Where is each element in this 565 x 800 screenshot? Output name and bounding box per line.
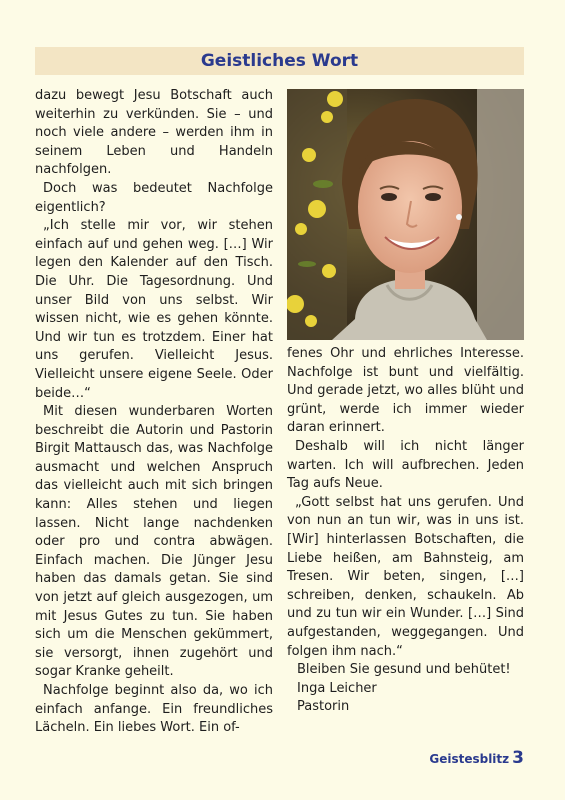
signature-role: Pastorin — [297, 699, 350, 715]
author-portrait-photo — [287, 89, 524, 340]
signature-name: Inga Leicher — [297, 680, 377, 696]
page-footer — [429, 748, 524, 768]
article-column-right — [287, 345, 524, 717]
paragraph: Deshalb will ich nicht länger warten. Ich will aufbrechen. Jeden Tag aufs Neue. — [287, 438, 524, 492]
paragraph: „Ich stelle mir vor, wir stehen einfach auf und gehen weg. […] Wir legen den Kalender auf den Tisch. Die Uhr. Die Tagesordnung. Und unser Bild von uns selbst. Wir wissen nicht, wie es gehen könnte. Und wir tun es trotzdem. Einer hat uns gerufen. Vielleicht Jesus. Vielleicht unsere eigene Seele. Oder beide…“ — [35, 218, 273, 401]
section-title: Geistliches Wort — [200, 51, 359, 71]
section-header — [35, 47, 524, 75]
signature-greeting: Bleiben Sie gesund und behütet! — [297, 662, 511, 678]
page-number: 3 — [512, 748, 524, 768]
paragraph: „Gott selbst hat uns gerufen. Und von nun an tun wir, was in uns ist. [Wir] hinterlassen Botschaften, die Liebe heißen, am Bahnsteig, am Tresen. Wir beten, singen, […] schreiben, denken, schaukeln. Ab und zu tun wir ein Wunder. […] Sind aufgestanden, weggegangen. Und folgen ihm nach.“ — [287, 494, 524, 659]
article-column-left — [35, 87, 273, 738]
paragraph: dazu bewegt Jesu Botschaft auch weiterhin zu verkünden. Sie – und noch viele andere – werden ihm in seinem Leben und Handeln nachfolgen. — [35, 88, 273, 178]
paragraph: Mit diesen wunderbaren Worten beschreibt die Autorin und Pastorin Birgit Mattausch das, was Nachfolge ausmacht und welchen Anspruch das vielleicht auch mit sich bringen kann: Alles stehen und liegen lassen. Nicht lange nachdenken oder pro und contra abwägen. Einfach machen. Die Jünger Jesu haben das damals getan. Sie sind von jetzt auf gleich ausgezogen, um mit Jesus Gutes zu tun. Sie haben sich um die Menschen gekümmert, sie versorgt, ihnen zugehört und sogar Kranke geheilt. — [35, 404, 273, 680]
signature-block — [287, 661, 524, 717]
paragraph: fenes Ohr und ehrliches Interesse. Nachfolge ist bunt und vielfältig. Und gerade jetzt, wo alles blüht und grünt, werde ich immer wieder daran erinnert. — [287, 346, 524, 436]
publication-name: Geistesblitz — [429, 752, 510, 766]
paragraph: Doch was bedeutet Nachfolge eigentlich? — [35, 180, 273, 215]
paragraph: Nachfolge beginnt also da, wo ich einfach anfange. Ein freundliches Lächeln. Ein liebes Wort. Ein of- — [35, 683, 273, 736]
